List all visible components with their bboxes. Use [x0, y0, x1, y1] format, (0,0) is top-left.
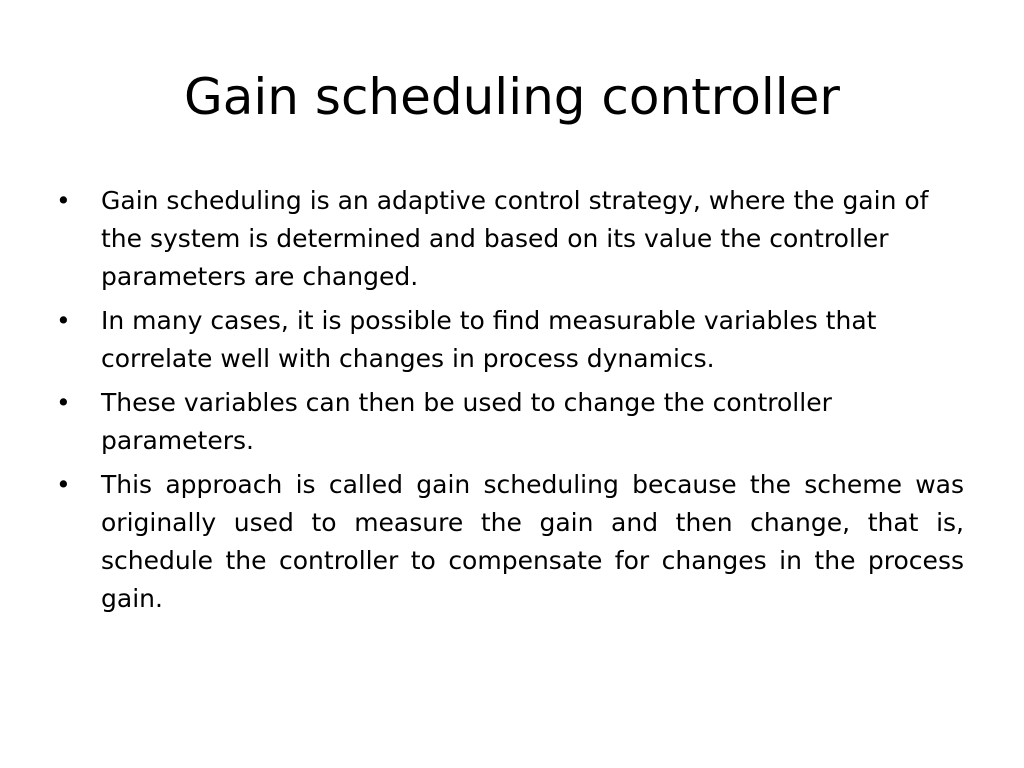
bullet-item — [56, 182, 964, 296]
bullet-item — [56, 384, 964, 460]
bullet-item — [56, 466, 964, 618]
bullet-item — [56, 302, 964, 378]
bullet-text: In many cases, it is possible to find measurable variables that correlate well with changes in process dynamics. — [101, 306, 877, 373]
bullet-dot-icon: • — [56, 306, 71, 335]
bullet-text: This approach is called gain scheduling because the scheme was originally used to measure the gain and then change, that is, schedule the controller to compensate for changes in the process gain. — [101, 470, 964, 613]
bullet-text: These variables can then be used to change the controller parameters. — [101, 388, 832, 455]
bullet-dot-icon: • — [56, 186, 71, 215]
bullet-list — [56, 182, 964, 624]
bullet-dot-icon: • — [56, 470, 71, 499]
bullet-text: Gain scheduling is an adaptive control strategy, where the gain of the system is determined and based on its value the controller parameters are changed. — [101, 186, 929, 291]
slide-title: Gain scheduling controller — [184, 68, 840, 126]
bullet-dot-icon: • — [56, 388, 71, 417]
